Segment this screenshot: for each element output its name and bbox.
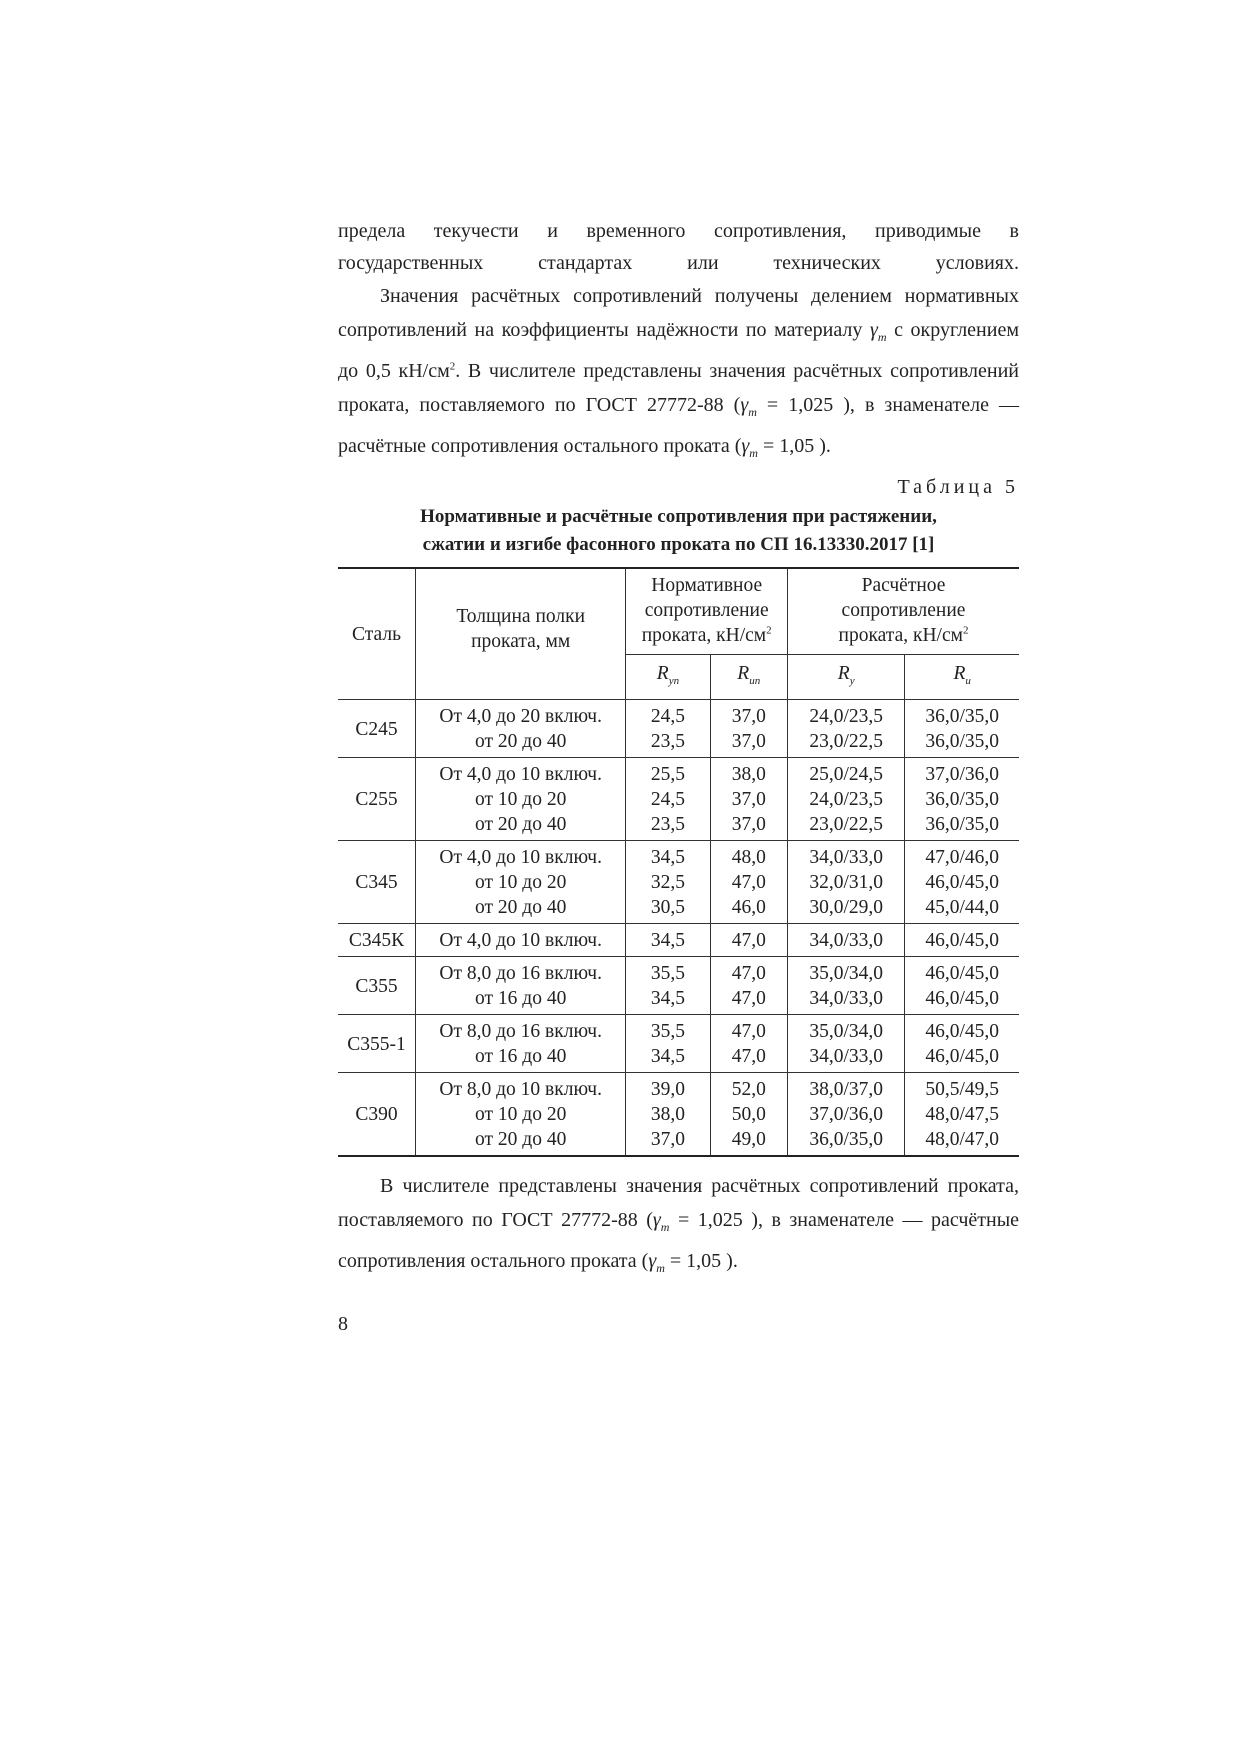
cell-ryn: 25,5 24,5 23,5 [626, 758, 710, 841]
table-row [338, 700, 1019, 758]
cell-thickness: От 4,0 до 10 включ. [416, 924, 626, 957]
table-row [338, 758, 1019, 841]
cell-run: 52,0 50,0 49,0 [710, 1073, 788, 1157]
cell-ryn: 34,5 [626, 924, 710, 957]
header-steel: Сталь [338, 568, 416, 700]
cell-ry: 34,0/33,0 32,0/31,0 30,0/29,0 [788, 841, 905, 924]
cell-steel: С255 [338, 758, 416, 841]
table-title: Нормативные и расчётные сопротивления при растяжении, сжатии и изгибе фасонного проката по СП 16.13330.2017 [1] [420, 506, 937, 555]
header-ry: $R_y$ [788, 655, 905, 700]
cell-ry: 34,0/33,0 [788, 924, 905, 957]
gamma-symbol: $\gamma_m$ [740, 394, 757, 419]
cell-ru: 46,0/45,0 46,0/45,0 [905, 1015, 1019, 1073]
gamma-symbol: $\gamma_m$ [869, 319, 887, 344]
header-design: Расчётное сопротивление проката, $кН/см^2$ [788, 568, 1019, 655]
cell-ry: 35,0/34,0 34,0/33,0 [788, 957, 905, 1015]
cell-run: 37,0 37,0 [710, 700, 788, 758]
cell-run: 48,0 47,0 46,0 [710, 841, 788, 924]
cell-steel: С245 [338, 700, 416, 758]
cell-ry: 38,0/37,0 37,0/36,0 36,0/35,0 [788, 1073, 905, 1157]
cell-steel: С345 [338, 841, 416, 924]
cell-ru: 36,0/35,0 36,0/35,0 [905, 700, 1019, 758]
cell-ru: 47,0/46,0 46,0/45,0 45,0/44,0 [905, 841, 1019, 924]
cell-ru: 46,0/45,0 46,0/45,0 [905, 957, 1019, 1015]
page-number: 8 [338, 1313, 348, 1335]
cell-ryn: 35,5 34,5 [626, 957, 710, 1015]
cell-ru: 50,5/49,5 48,0/47,5 48,0/47,0 [905, 1073, 1019, 1157]
cell-ry: 35,0/34,0 34,0/33,0 [788, 1015, 905, 1073]
table-row [338, 1015, 1019, 1073]
header-ryn: $R_{yn}$ [626, 655, 710, 700]
header-normative: Нормативное сопротивление проката, $кН/см^2$ [626, 568, 788, 655]
table-row [338, 924, 1019, 957]
cell-ru: 37,0/36,0 36,0/35,0 36,0/35,0 [905, 758, 1019, 841]
cell-run: 38,0 37,0 37,0 [710, 758, 788, 841]
cell-run: 47,0 47,0 [710, 1015, 788, 1073]
cell-thickness: От 4,0 до 20 включ. от 20 до 40 [416, 700, 626, 758]
cell-ry: 24,0/23,5 23,0/22,5 [788, 700, 905, 758]
table-row [338, 1073, 1019, 1157]
cell-thickness: От 4,0 до 10 включ. от 10 до 20 от 20 до 40 [416, 758, 626, 841]
gamma-symbol: $\gamma_m$ [648, 1250, 665, 1275]
resistance-table [338, 567, 1019, 1157]
gamma-symbol: $\gamma_m$ [741, 435, 758, 460]
table-row [338, 841, 1019, 924]
header-ru: $R_u$ [905, 655, 1019, 700]
gamma-symbol: $\gamma_m$ [652, 1209, 670, 1234]
cell-thickness: От 4,0 до 10 включ. от 10 до 20 от 20 до 40 [416, 841, 626, 924]
cell-run: 47,0 [710, 924, 788, 957]
cell-steel: С390 [338, 1073, 416, 1157]
cell-ryn: 24,5 23,5 [626, 700, 710, 758]
cell-run: 47,0 47,0 [710, 957, 788, 1015]
table-row [338, 957, 1019, 1015]
table-number: Таблица 5 [897, 476, 1019, 498]
cell-thickness: От 8,0 до 16 включ. от 16 до 40 [416, 957, 626, 1015]
cell-ry: 25,0/24,5 24,0/23,5 23,0/22,5 [788, 758, 905, 841]
header-run: $R_{un}$ [710, 655, 788, 700]
cell-ryn: 34,5 32,5 30,5 [626, 841, 710, 924]
header-thickness: Толщина полки проката, мм [416, 568, 626, 700]
paragraph-design-values: Значения расчётных сопротивлений получены делением нормативных сопротивлений на коэффициенты надёжности по материалу $\gamma_m$ с округлением до 0,5 $кН/см^2$. В числителе представлены значения расчётных сопротивлений проката, поставляемого по ГОСТ 27772-88 ($\gamma_m = 1,025$ ), в знаменателе — расчётные сопротивления остального проката ($\gamma_m = 1,05$ ). [338, 285, 1019, 460]
cell-ryn: 35,5 34,5 [626, 1015, 710, 1073]
cell-thickness: От 8,0 до 16 включ. от 16 до 40 [416, 1015, 626, 1073]
paragraph-intro: предела текучести и временного сопротивления, приводимые в государственных стандартах или технических условиях. [338, 220, 1019, 274]
cell-ryn: 39,0 38,0 37,0 [626, 1073, 710, 1157]
cell-ru: 46,0/45,0 [905, 924, 1019, 957]
cell-thickness: От 8,0 до 10 включ. от 10 до 20 от 20 до 40 [416, 1073, 626, 1157]
document-page [338, 215, 1019, 1336]
table-note: В числителе представлены значения расчётных сопротивлений проката, поставляемого по ГОСТ 27772-88 ($\gamma_m = 1,025$ ), в знаменателе — расчётные сопротивления остального проката ($\gamma_m = 1,05$ ). [338, 1175, 1020, 1275]
cell-steel: С355 [338, 957, 416, 1015]
cell-steel: С355-1 [338, 1015, 416, 1073]
cell-steel: С345К [338, 924, 416, 957]
